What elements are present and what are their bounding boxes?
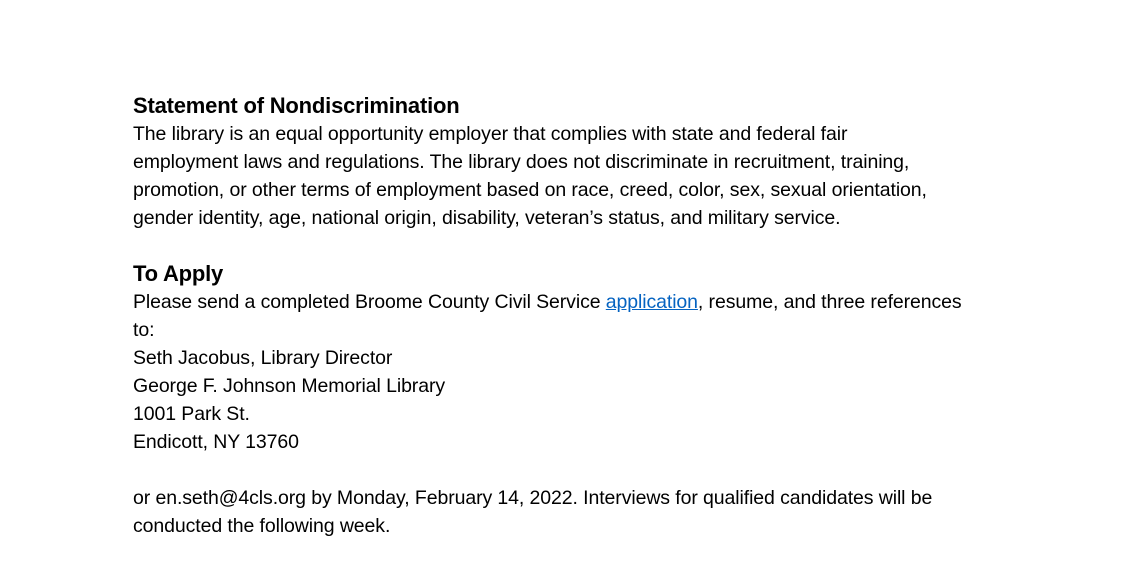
paragraph-line: promotion, or other terms of employment based on race, creed, color, sex, sexual orientation, <box>133 179 927 201</box>
to-apply-heading: To Apply <box>133 261 224 286</box>
apply-intro-text-continued: , resume, and three references <box>697 291 962 313</box>
apply-intro-line <box>133 288 1033 316</box>
address-line-street: 1001 Park St. <box>133 403 250 425</box>
closing-line: or en.seth@4cls.org by Monday, February 14, 2022. Interviews for qualified candidates will be <box>133 487 933 509</box>
closing-line: conducted the following week. <box>133 515 391 537</box>
section-spacer <box>133 456 1033 484</box>
apply-intro-text: Please send a completed Broome County Civil Service <box>133 291 606 313</box>
nondiscrimination-paragraph <box>133 120 1033 232</box>
address-line-library: George F. Johnson Memorial Library <box>133 375 445 397</box>
apply-intro-line-2: to: <box>133 319 155 341</box>
application-link[interactable]: application <box>605 291 698 313</box>
paragraph-line: employment laws and regulations. The library does not discriminate in recruitment, training, <box>133 151 910 173</box>
address-line-name: Seth Jacobus, Library Director <box>133 347 393 369</box>
section-spacer <box>133 232 1033 260</box>
address-line-city: Endicott, NY 13760 <box>133 431 299 453</box>
apply-paragraph <box>133 288 1033 456</box>
paragraph-line: gender identity, age, national origin, disability, veteran’s status, and military service. <box>133 207 841 229</box>
document-page <box>133 92 1033 540</box>
nondiscrimination-heading: Statement of Nondiscrimination <box>133 93 460 118</box>
closing-paragraph <box>133 484 1033 540</box>
paragraph-line: The library is an equal opportunity employer that complies with state and federal fair <box>133 123 848 145</box>
